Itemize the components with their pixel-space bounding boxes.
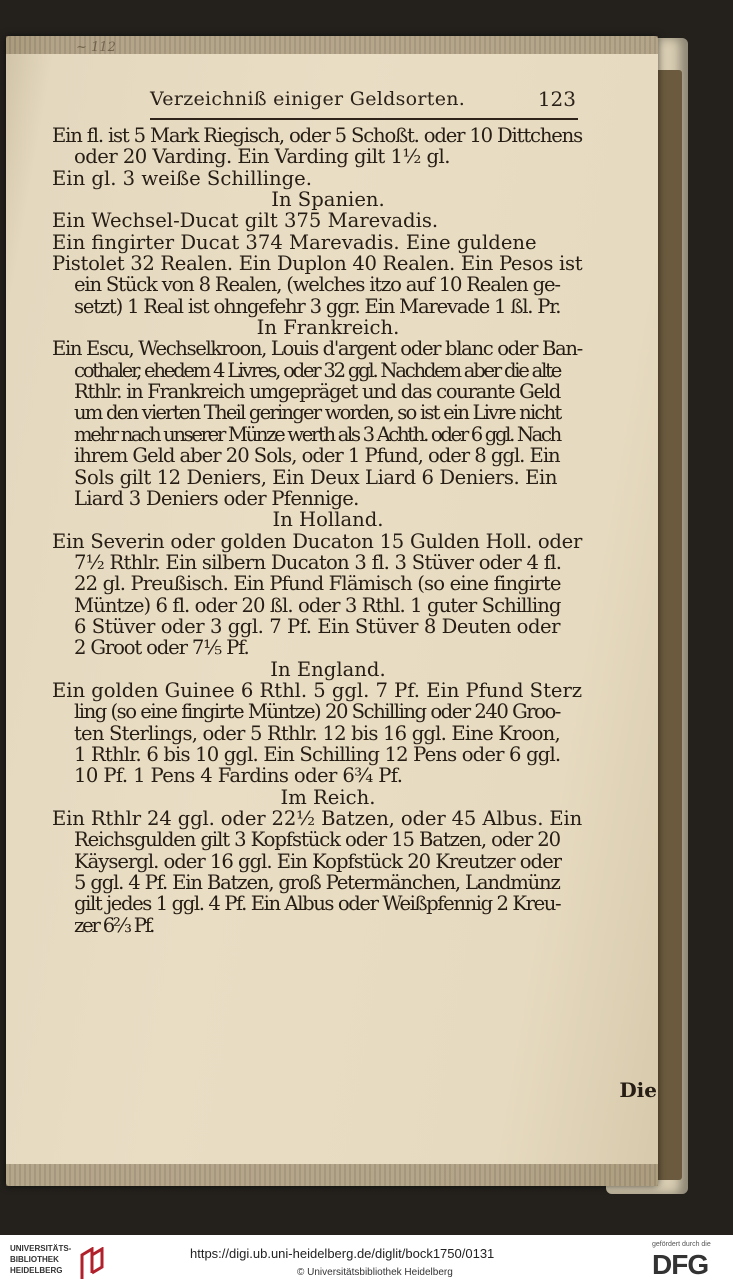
text-line: gilt jedes 1 ggl. 4 Pf. Ein Albus oder Weißpfennig 2 Kreu- [74, 892, 561, 916]
running-title: Verzeichniß einiger Geldsorten. [150, 88, 466, 110]
text-line: 22 gl. Preußisch. Ein Pfund Flämisch (so eine fingirte [74, 572, 561, 596]
text-line: 5 ggl. 4 Pf. Ein Batzen, groß Petermänchen, Landmünz [74, 871, 560, 895]
section-heading: In Frankreich. [256, 316, 400, 340]
catchword: Die [619, 1078, 657, 1102]
viewer-footer [0, 1235, 733, 1288]
text-line: oder 20 Varding. Ein Varding gilt 1½ gl. [74, 145, 450, 169]
page-text-body [52, 125, 582, 936]
text-line: ihrem Geld aber 20 Sols, oder 1 Pfund, oder 8 ggl. Ein [74, 444, 560, 468]
text-line: zer 6⅔ Pf. [74, 913, 154, 937]
section-heading: Im Reich. [280, 785, 376, 809]
text-line: Ein Escu, Wechselkroon, Louis d'argent oder blanc oder Ban- [52, 337, 582, 361]
text-line: 10 Pf. 1 Pens 4 Fardins oder 6¾ Pf. [74, 764, 403, 788]
university-library-logo[interactable] [10, 1243, 115, 1283]
text-line: 1 Rthlr. 6 bis 10 ggl. Ein Schilling 12 Pens oder 6 ggl. [74, 742, 561, 766]
text-line: 2 Groot oder 7⅕ Pf. [74, 636, 249, 660]
dfg-logo[interactable]: DFG [652, 1249, 709, 1280]
logo-line: UNIVERSITÄTS- [10, 1244, 72, 1253]
text-line: Müntze) 6 fl. oder 20 ßl. oder 3 Rthl. 1 guter Schilling [74, 593, 561, 617]
text-line: 7½ Rthlr. Ein silbern Ducaton 3 fl. 3 Stüver oder 4 fl. [74, 550, 562, 574]
text-line: setzt) 1 Real ist ohngefehr 3 ggr. Ein Marevade 1 ßl. Pr. [74, 294, 561, 318]
logo-text [10, 1243, 71, 1276]
text-line: Käysergl. oder 16 ggl. Ein Kopfstück 20 Kreutzer oder [74, 849, 561, 873]
text-line: Liard 3 Deniers oder Pfennige. [74, 486, 359, 510]
section-heading: In England. [270, 657, 386, 681]
section-heading: In Spanien. [271, 188, 385, 212]
text-line: ling (so eine fingirte Müntze) 20 Schilling oder 240 Groo- [74, 700, 560, 724]
text-line: cothaler, ehedem 4 Livres, oder 32 ggl. Nachdem aber die alte [74, 358, 561, 382]
text-line: Rthlr. in Frankreich umgepräget und das courante Geld [74, 380, 560, 404]
page-header [150, 88, 580, 118]
margin-note: ~ 112 [76, 40, 116, 55]
text-line: Pistolet 32 Realen. Ein Duplon 40 Realen. Ein Pesos ist [52, 252, 583, 276]
text-line: Sols gilt 12 Deniers, Ein Deux Liard 6 Deniers. Ein [74, 465, 558, 489]
logo-line: HEIDELBERG [10, 1266, 63, 1275]
logo-line: BIBLIOTHEK [10, 1255, 59, 1264]
page-bottom-edge [6, 1164, 658, 1186]
text-line: Ein Wechsel-Ducat gilt 375 Marevadis. [52, 209, 439, 233]
copyright-notice: © Universitätsbibliothek Heidelberg [297, 1267, 453, 1278]
text-line: Ein Rthlr 24 ggl. oder 22½ Batzen, oder 45 Albus. Ein [52, 807, 583, 830]
text-line: um den vierten Theil geringer worden, so ist ein Livre nicht [74, 401, 561, 425]
text-line: 6 Stüver oder 3 ggl. 7 Pf. Ein Stüver 8 Deuten oder [74, 614, 561, 638]
header-rule [150, 118, 578, 120]
text-line: Ein Severin oder golden Ducaton 15 Gulden Holl. oder [52, 529, 583, 553]
text-line: ten Sterlings, oder 5 Rthlr. 12 bis 16 ggl. Eine Kroon, [74, 721, 560, 745]
text-line: Ein fingirter Ducat 374 Marevadis. Eine guldene [52, 230, 537, 254]
text-line: Ein golden Guinee 6 Rthl. 5 ggl. 7 Pf. Ein Pfund Sterz [52, 678, 583, 702]
page-number: 123 [537, 87, 576, 111]
text-line: Ein gl. 3 weiße Schillinge. [52, 166, 312, 190]
funding-note: gefördert durch die [652, 1241, 711, 1248]
page-url-link[interactable]: https://digi.ub.uni-heidelberg.de/diglit/bock1750/0131 [190, 1246, 495, 1261]
text-line: Reichsgulden gilt 3 Kopfstück oder 15 Batzen, oder 20 [74, 828, 560, 852]
section-heading: In Holland. [272, 508, 384, 532]
text-line: Ein fl. ist 5 Mark Riegisch, oder 5 Schoßt. oder 10 Dittchens [52, 124, 582, 147]
text-line: mehr nach unserer Münze werth als 3 Achth. oder 6 ggl. Nach [74, 422, 560, 446]
library-emblem-icon [78, 1247, 110, 1281]
text-line: ein Stück von 8 Realen, (welches itzo auf 10 Realen ge- [74, 273, 560, 297]
